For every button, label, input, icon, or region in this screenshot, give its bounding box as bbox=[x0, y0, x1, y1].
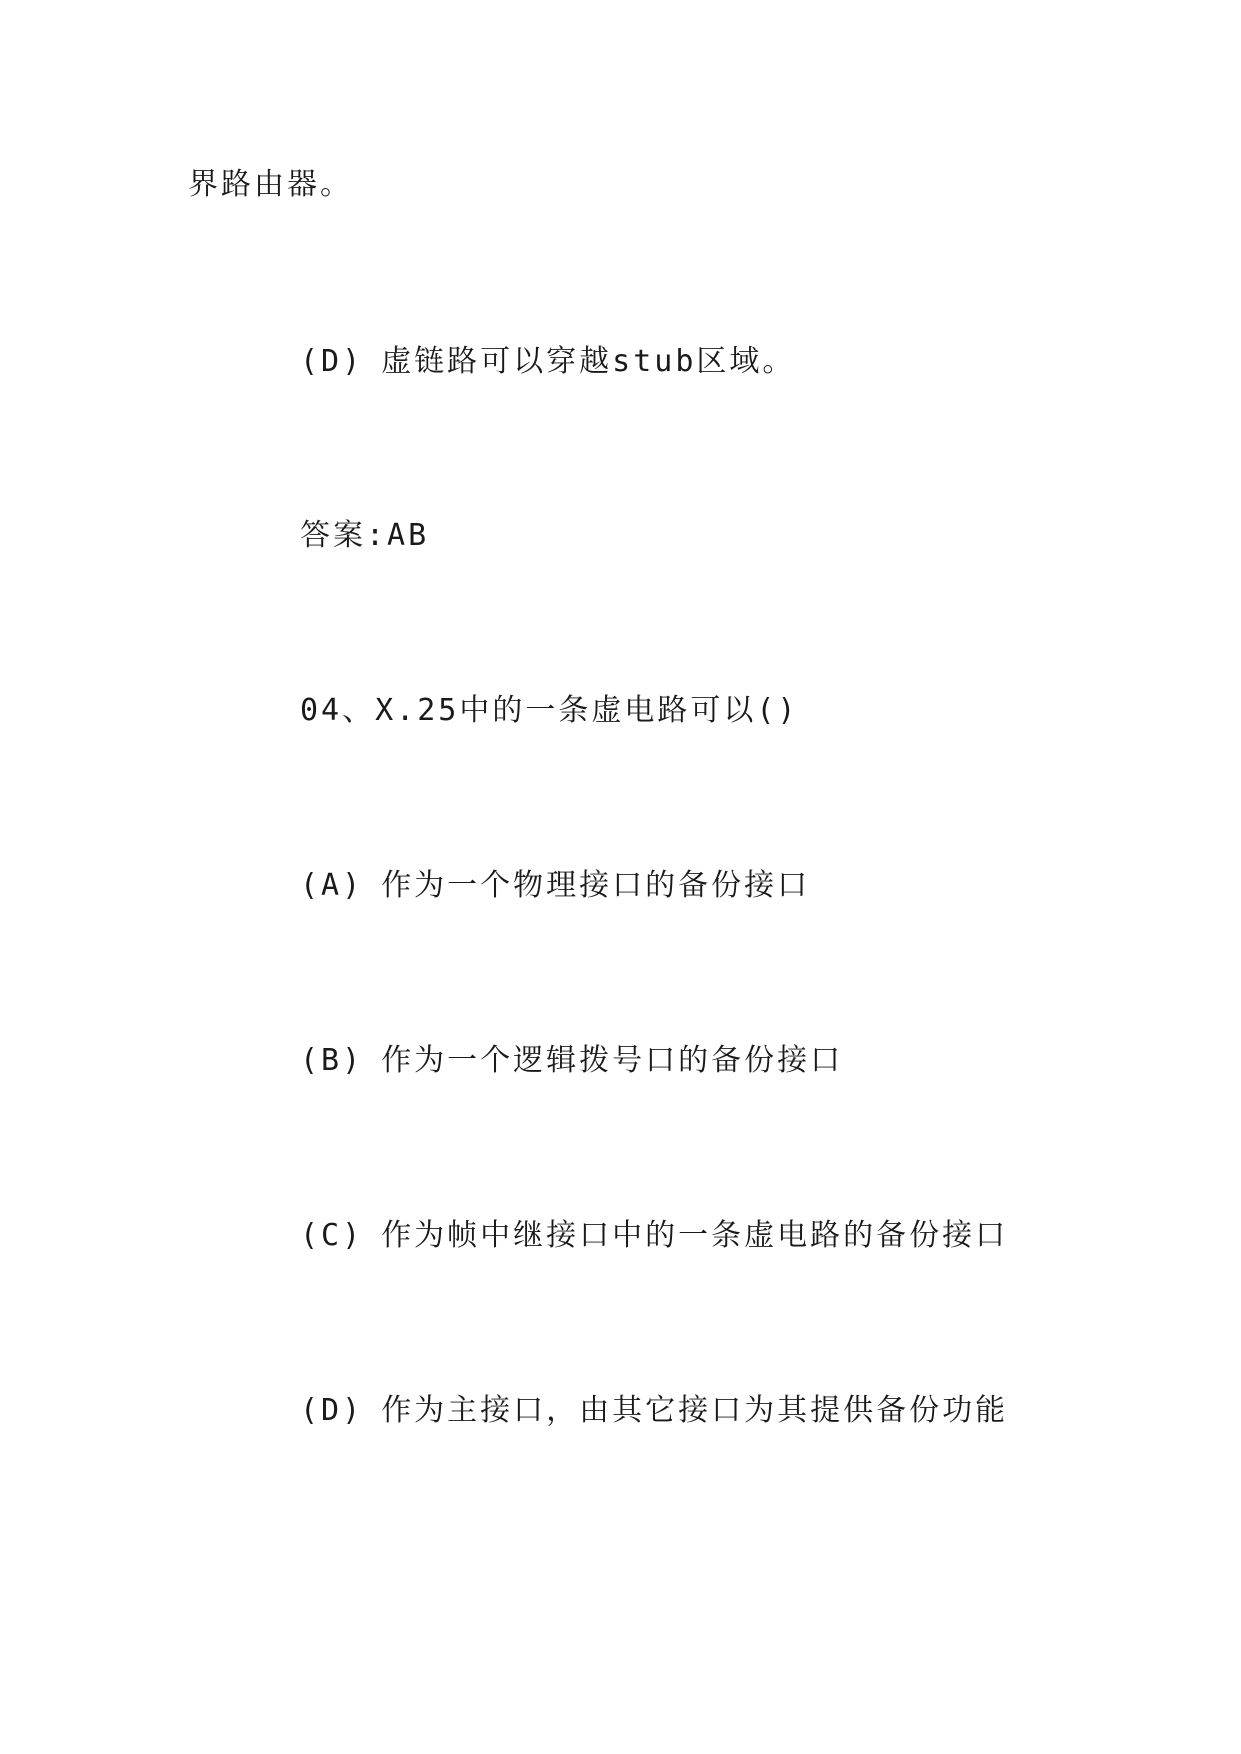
option-label: (C) bbox=[300, 1218, 364, 1253]
option-text: 作为主接口，由其它接口为其提供备份功能 bbox=[381, 1393, 1009, 1428]
option-label: (A) bbox=[300, 868, 364, 903]
option-d bbox=[300, 1393, 1008, 1429]
option-label: (D) bbox=[300, 344, 364, 379]
option-b bbox=[300, 1043, 843, 1079]
option-c bbox=[300, 1218, 1008, 1254]
continuation-text: 界路由器。 bbox=[188, 167, 353, 202]
option-a bbox=[300, 868, 810, 904]
option-label: (D) bbox=[300, 1393, 364, 1428]
option-text: 作为帧中继接口中的一条虚电路的备份接口 bbox=[381, 1218, 1009, 1253]
option-text: 作为一个物理接口的备份接口 bbox=[381, 868, 811, 903]
answer-text: 答案:AB bbox=[300, 518, 430, 553]
option-text: 作为一个逻辑拨号口的备份接口 bbox=[381, 1043, 844, 1078]
prev-option-d bbox=[300, 344, 795, 380]
question-stem: 04、X.25中的一条虚电路可以() bbox=[300, 693, 799, 728]
option-label: (B) bbox=[300, 1043, 364, 1078]
option-text: 虚链路可以穿越stub区域。 bbox=[381, 344, 796, 379]
